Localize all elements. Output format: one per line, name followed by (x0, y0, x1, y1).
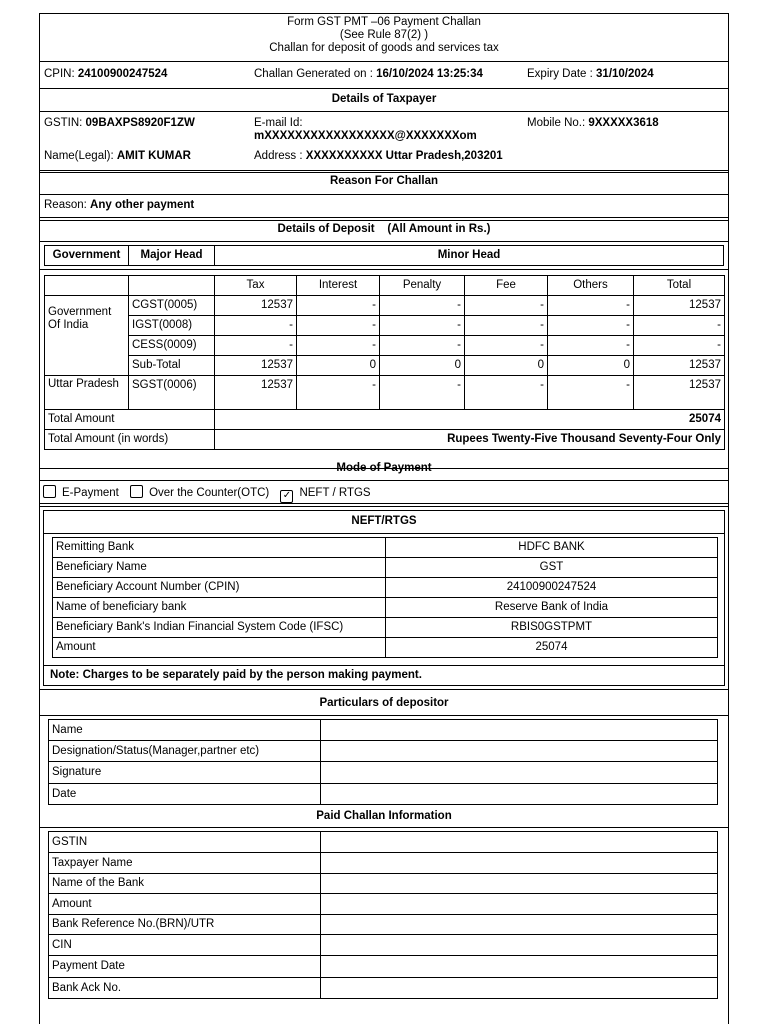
amount-cell: - (465, 296, 548, 316)
amount-cell: - (297, 376, 380, 410)
major-head: CESS(0009) (129, 336, 215, 356)
col-fee: Fee (465, 276, 548, 296)
neft-table (52, 537, 718, 658)
gstin: GSTIN: 09BAXPS8920F1ZW (44, 117, 195, 129)
table-row (49, 720, 718, 741)
paid-label: GSTIN (49, 832, 321, 853)
address: Address : XXXXXXXXXX Uttar Pradesh,203201 (254, 150, 503, 162)
table-row (45, 376, 725, 410)
gov-india: Government Of India (45, 296, 129, 376)
major-head: SGST(0006) (129, 376, 215, 410)
depositor-value[interactable] (321, 762, 718, 784)
email: E-mail Id: mXXXXXXXXXXXXXXXXX@XXXXXXXom (254, 117, 477, 142)
gov-state: Uttar Pradesh (45, 376, 129, 410)
paid-label: Bank Reference No.(BRN)/UTR (49, 915, 321, 935)
payment-mode-options (43, 485, 379, 503)
table-row (53, 638, 718, 658)
table-row (45, 336, 725, 356)
amount-cell: - (380, 376, 465, 410)
table-row (45, 356, 725, 376)
amount-cell: - (297, 296, 380, 316)
table-row (49, 832, 718, 853)
amount-cell: - (380, 336, 465, 356)
divider (40, 172, 728, 173)
paid-value[interactable] (321, 956, 718, 978)
col-tax: Tax (215, 276, 297, 296)
neft-value: 24100900247524 (386, 578, 718, 598)
table-row (49, 762, 718, 784)
table-row (49, 784, 718, 805)
depositor-label: Designation/Status(Manager,partner etc) (49, 741, 321, 762)
paid-value[interactable] (321, 874, 718, 894)
depositor-label: Name (49, 720, 321, 741)
amount-cell: 12537 (215, 356, 297, 376)
words-label: Total Amount (in words) (45, 430, 215, 450)
deposit-table (44, 275, 725, 450)
total-amount-row (45, 410, 725, 430)
divider (40, 61, 728, 62)
paid-value[interactable] (321, 894, 718, 915)
paid-label: CIN (49, 935, 321, 956)
col-penalty: Penalty (380, 276, 465, 296)
neft-label: Beneficiary Bank's Indian Financial System Code (IFSC) (53, 618, 386, 638)
depositor-value[interactable] (321, 741, 718, 762)
amount-cell: - (215, 336, 297, 356)
table-row (49, 874, 718, 894)
col-others: Others (548, 276, 634, 296)
divider (44, 533, 724, 534)
neft-label: Beneficiary Account Number (CPIN) (53, 578, 386, 598)
form-header (40, 16, 728, 55)
table-row (49, 915, 718, 935)
amount-cell: - (380, 296, 465, 316)
amount-cell: - (465, 336, 548, 356)
divider (40, 269, 728, 270)
form-title: Form GST PMT –06 Payment Challan (287, 16, 481, 28)
amount-cell: - (548, 376, 634, 410)
table-row (53, 618, 718, 638)
depositor-title: Particulars of depositor (319, 697, 449, 709)
words-value: Rupees Twenty-Five Thousand Seventy-Four Only (215, 430, 725, 450)
expiry-date: Expiry Date : 31/10/2024 (527, 68, 654, 80)
amount-cell: - (634, 316, 725, 336)
amount-cell: - (465, 316, 548, 336)
divider (40, 111, 728, 112)
amount-cell: - (634, 336, 725, 356)
table-row (49, 956, 718, 978)
col-total: Total (634, 276, 725, 296)
amount-cell: 0 (548, 356, 634, 376)
amount-cell: - (297, 316, 380, 336)
form-rule: (See Rule 87(2) ) (339, 29, 429, 41)
table-row (53, 598, 718, 618)
paid-value[interactable] (321, 853, 718, 874)
divider (40, 715, 728, 716)
table-row (53, 558, 718, 578)
divider (40, 220, 728, 221)
amount-cell: - (548, 336, 634, 356)
amount-cell: 0 (380, 356, 465, 376)
neft-label: Amount (53, 638, 386, 658)
table-row (45, 316, 725, 336)
divider (44, 665, 724, 666)
divider (40, 506, 728, 507)
depositor-label: Signature (49, 762, 321, 784)
legal-name: Name(Legal): AMIT KUMAR (44, 150, 191, 162)
amount-cell: 12537 (215, 376, 297, 410)
neft-note: Note: Charges to be separately paid by the person making payment. (50, 669, 422, 681)
reason: Reason: Any other payment (44, 199, 195, 211)
paid-table (48, 831, 718, 999)
checkbox-icon[interactable] (43, 485, 56, 498)
table-row (49, 894, 718, 915)
paid-title: Paid Challan Information (316, 810, 452, 822)
challan-form (39, 13, 729, 1024)
blank-cell (129, 276, 215, 296)
depositor-label: Date (49, 784, 321, 805)
amount-cell: - (548, 316, 634, 336)
depositor-table (48, 719, 718, 805)
paid-label: Amount (49, 894, 321, 915)
amount-cell: 12537 (634, 376, 725, 410)
table-row (49, 853, 718, 874)
table-row (45, 296, 725, 316)
amount-cell: 12537 (634, 296, 725, 316)
amount-cell: - (380, 316, 465, 336)
checkbox-checked-icon[interactable]: ✓ (280, 490, 293, 503)
table-row (49, 935, 718, 956)
head-major: Major Head (129, 246, 215, 266)
major-head: Sub-Total (129, 356, 215, 376)
paid-value[interactable] (321, 832, 718, 853)
neft-label: Remitting Bank (53, 538, 386, 558)
checkbox-icon[interactable] (130, 485, 143, 498)
neft-value: 25074 (386, 638, 718, 658)
amount-cell: 12537 (215, 296, 297, 316)
neft-value: GST (386, 558, 718, 578)
head-minor: Minor Head (215, 246, 724, 266)
major-head: CGST(0005) (129, 296, 215, 316)
paid-value[interactable] (321, 915, 718, 935)
total-value: 25074 (215, 410, 725, 430)
col-interest: Interest (297, 276, 380, 296)
deposit-head-table (44, 245, 724, 266)
neft-label: Beneficiary Name (53, 558, 386, 578)
amount-cell: - (297, 336, 380, 356)
challan-generated: Challan Generated on : 16/10/2024 13:25:34 (254, 68, 483, 80)
depositor-value[interactable] (321, 720, 718, 741)
neft-title: NEFT/RTGS (351, 515, 417, 527)
cpin: CPIN: 24100900247524 (44, 68, 168, 80)
amount-cell: 12537 (634, 356, 725, 376)
option-e-payment[interactable]: E-Payment (43, 485, 119, 499)
form-subtitle: Challan for deposit of goods and services tax (269, 42, 499, 54)
depositor-value[interactable] (321, 784, 718, 805)
option-otc[interactable]: Over the Counter(OTC) (130, 485, 269, 499)
neft-value: HDFC BANK (386, 538, 718, 558)
divider (40, 503, 728, 504)
mobile: Mobile No.: 9XXXXX3618 (527, 117, 659, 129)
divider (40, 689, 728, 690)
reason-section-title: Reason For Challan (330, 175, 438, 187)
deposit-columns-row (45, 276, 725, 296)
paid-value[interactable] (321, 978, 718, 999)
neft-label: Name of beneficiary bank (53, 598, 386, 618)
table-row (53, 578, 718, 598)
paid-label: Taxpayer Name (49, 853, 321, 874)
deposit-section-title: Details of Deposit (All Amount in Rs.) (277, 223, 491, 235)
head-government: Government (45, 246, 129, 266)
paid-label: Bank Ack No. (49, 978, 321, 999)
total-label: Total Amount (45, 410, 215, 430)
major-head: IGST(0008) (129, 316, 215, 336)
payment-mode-title: Mode of Payment (336, 462, 432, 474)
divider (40, 170, 728, 171)
paid-label: Name of the Bank (49, 874, 321, 894)
divider (40, 194, 728, 195)
table-row (49, 741, 718, 762)
divider (40, 241, 728, 242)
amount-cell: 0 (465, 356, 548, 376)
divider (40, 88, 728, 89)
amount-cell: - (548, 296, 634, 316)
table-row (49, 978, 718, 999)
table-row (53, 538, 718, 558)
option-neft-rtgs[interactable]: ✓ NEFT / RTGS (280, 487, 370, 503)
total-words-row (45, 430, 725, 450)
divider (40, 217, 728, 218)
neft-value: RBIS0GSTPMT (386, 618, 718, 638)
taxpayer-section-title: Details of Taxpayer (331, 93, 437, 105)
amount-cell: - (465, 376, 548, 410)
amount-cell: 0 (297, 356, 380, 376)
divider (40, 480, 728, 481)
paid-label: Payment Date (49, 956, 321, 978)
paid-value[interactable] (321, 935, 718, 956)
amount-cell: - (215, 316, 297, 336)
neft-value: Reserve Bank of India (386, 598, 718, 618)
neft-box (43, 510, 725, 686)
blank-cell (45, 276, 129, 296)
divider (40, 827, 728, 828)
